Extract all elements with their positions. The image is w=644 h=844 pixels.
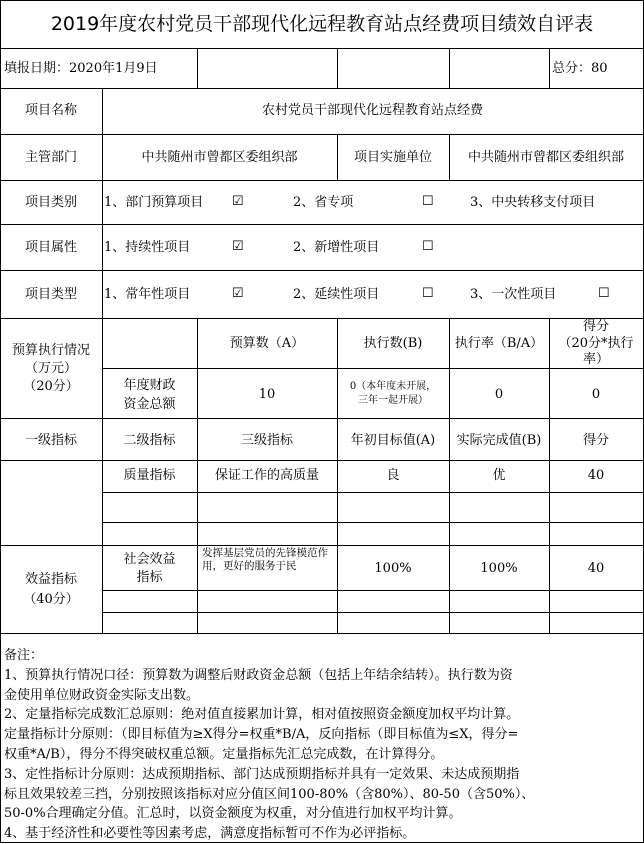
border-left: [0, 0, 1, 843]
checkbox-type-annual[interactable]: ☑: [232, 286, 244, 301]
grid-line: [0, 134, 644, 135]
notes-section: [4, 646, 640, 844]
grid-line: [337, 48, 338, 88]
col-score-header-1: 得分: [582, 319, 609, 334]
form-title: 2019年度农村党员干部现代化远程教育站点经费项目绩效自评表: [50, 13, 594, 35]
grid-line: [449, 48, 450, 88]
header-level1: 一级指标: [24, 433, 77, 448]
grid-line: [0, 418, 644, 419]
rate-value: 0: [494, 387, 504, 402]
checkbox-attribute-new[interactable]: ☐: [422, 239, 434, 254]
category-option-budget: 1、部门预算项目: [104, 195, 204, 210]
grid-line: [102, 612, 644, 613]
grid-line: [102, 368, 644, 369]
funds-row-label-1: 年度财政: [123, 378, 176, 393]
grid-line: [102, 492, 644, 493]
note-line: 金使用单位财政资金实际支出数。: [4, 687, 200, 703]
checkbox-type-extended[interactable]: ☐: [422, 286, 434, 301]
social-indicator-actual: 100%: [480, 561, 518, 576]
dept-value: 中共随州市曾都区委组织部: [141, 150, 298, 165]
col-rate-header: 执行率（B/A）: [454, 336, 544, 351]
social-indicator-target: 100%: [374, 561, 412, 576]
type-label: 项目类型: [24, 287, 77, 302]
quality-indicator-target: 良: [386, 468, 400, 483]
category-option-provincial: 2、省专项: [293, 195, 354, 210]
grid-line: [0, 460, 644, 461]
note-line: 2、定量指标完成数汇总原则：绝对值直接累加计算，相对值按照资金额度加权平均计算。: [4, 707, 520, 723]
col-score-header-2: （20分*执行: [558, 336, 634, 351]
social-indicator-level3: 发挥基层党员的先锋模范作用，更好的服务于民: [202, 547, 328, 572]
col-score-header-3: 率）: [582, 352, 609, 367]
checkbox-type-onetime[interactable]: ☐: [598, 286, 610, 301]
grid-line: [0, 88, 644, 89]
social-indicator-level2-1: 社会效益: [123, 552, 176, 567]
dept-label: 主管部门: [24, 150, 77, 165]
type-option-annual: 1、常年性项目: [104, 287, 191, 302]
grid-line: [0, 270, 644, 271]
grid-line: [0, 545, 644, 546]
note-line: 3、定性指标计分原则：达成预期指标、部门达成预期指标并具有一定效果、未达成预期指: [4, 766, 520, 782]
grid-line: [197, 48, 198, 88]
grid-line: [0, 318, 644, 319]
type-option-extended: 2、延续性项目: [293, 287, 380, 302]
header-level3: 三级指标: [240, 433, 293, 448]
note-line: 4、基于经济性和必要性等因素考虑，满意度指标暂可不作为必评指标。: [4, 826, 416, 842]
checkbox-category-provincial[interactable]: ☐: [422, 194, 434, 209]
header-actual: 实际完成值(B): [456, 433, 542, 448]
header-target: 年初目标值(A): [350, 433, 436, 448]
budget-value: 10: [258, 387, 276, 402]
quality-indicator-level3: 保证工作的高质量: [214, 468, 319, 483]
col-exec-header: 执行数(B): [363, 336, 423, 351]
social-indicator-level2-2: 指标: [136, 570, 163, 585]
attribute-option-new: 2、新增性项目: [293, 240, 380, 255]
category-label: 项目类别: [24, 195, 77, 210]
quality-indicator-actual: 优: [492, 468, 506, 483]
score-value: 0: [591, 387, 601, 402]
project-name-label: 项目名称: [24, 103, 77, 118]
grid-line: [0, 180, 644, 181]
funds-row-label-2: 资金总额: [123, 397, 176, 412]
note-line: 50-0%合理确定分值。汇总时，以资金额度为权重，对分值进行加权平均计算。: [4, 806, 462, 822]
fill-date: 填报日期：2020年1月9日: [4, 61, 158, 76]
grid-line: [0, 48, 644, 49]
grid-line: [0, 633, 644, 634]
quality-indicator-score: 40: [587, 468, 605, 483]
col-budget-header: 预算数（A）: [229, 336, 305, 351]
budget-section-points: （20分）: [23, 379, 79, 394]
checkbox-attribute-continuing[interactable]: ☑: [232, 239, 244, 254]
note-line: 1、预算执行情况口径：预算数为调整后财政资金总额（包括上年结余结转）。执行数为资: [4, 667, 513, 683]
benefit-indicator-label: 效益指标: [24, 572, 77, 587]
quality-indicator-level2: 质量指标: [123, 468, 176, 483]
budget-section-unit: （万元）: [24, 361, 77, 376]
grid-line: [0, 224, 644, 225]
header-score: 得分: [582, 433, 609, 448]
project-name-value: 农村党员干部现代化远程教育站点经费: [261, 103, 483, 118]
attribute-label: 项目属性: [24, 240, 77, 255]
attribute-option-continuing: 1、持续性项目: [104, 240, 191, 255]
impl-unit-label: 项目实施单位: [353, 150, 432, 165]
exec-value-line-1: 0（本年度未开展，: [349, 381, 437, 392]
type-option-onetime: 3、一次性项目: [470, 287, 557, 302]
grid-line: [549, 48, 550, 88]
budget-section-label: 预算执行情况: [11, 343, 90, 358]
header-level2: 二级指标: [123, 433, 176, 448]
checkbox-category-budget[interactable]: ☑: [232, 194, 244, 209]
impl-unit-value: 中共随州市曾都区委组织部: [467, 150, 624, 165]
border-top: [0, 0, 644, 1]
exec-value-line-2: 三年一起开展）: [358, 395, 428, 406]
note-line: 定量指标计分原则：（即目标值为≥X得分=权重*B/A，反向指标（即目标值为≤X，得分=: [4, 727, 519, 743]
grid-line: [102, 590, 644, 591]
note-line: 标且效果较差三挡，分别按照该指标对应分值区间100-80%（含80%）、80-50（含50%）、: [4, 786, 535, 802]
grid-line: [102, 522, 644, 523]
benefit-indicator-points: （40分）: [23, 592, 79, 607]
total-score: 总分：80: [552, 61, 608, 76]
notes-heading: 备注：: [4, 648, 44, 663]
note-line: 权重*A/B），得分不得突破权重总额。定量指标先汇总完成数，在计算得分。: [4, 746, 444, 762]
category-option-central: 3、中央转移支付项目: [470, 195, 596, 210]
social-indicator-score: 40: [587, 561, 605, 576]
